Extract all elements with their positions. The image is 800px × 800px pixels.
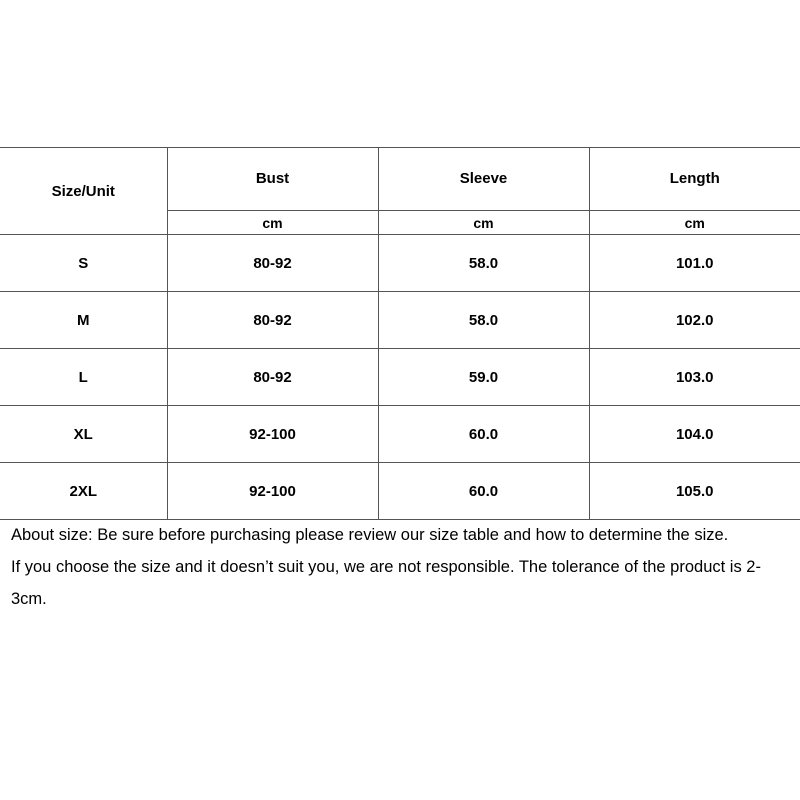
bust-value: 92-100: [167, 406, 378, 463]
sleeve-value: 58.0: [378, 292, 589, 349]
sleeve-value: 60.0: [378, 463, 589, 520]
unit-length: cm: [589, 211, 800, 235]
sleeve-value: 58.0: [378, 235, 589, 292]
size-label: XL: [0, 406, 167, 463]
unit-bust: cm: [167, 211, 378, 235]
table-row: [0, 349, 800, 406]
column-header-length: Length: [589, 148, 800, 211]
size-note: [11, 519, 796, 615]
sleeve-value: 60.0: [378, 406, 589, 463]
table-row: [0, 292, 800, 349]
length-value: 105.0: [589, 463, 800, 520]
length-value: 103.0: [589, 349, 800, 406]
sleeve-value: 59.0: [378, 349, 589, 406]
bust-value: 80-92: [167, 349, 378, 406]
length-value: 102.0: [589, 292, 800, 349]
table-row: [0, 463, 800, 520]
size-note-line-2: If you choose the size and it doesn’t suit you, we are not responsible. The tolerance of the product is 2-3cm.: [11, 558, 761, 608]
bust-value: 80-92: [167, 292, 378, 349]
bust-value: 92-100: [167, 463, 378, 520]
table-row: [0, 235, 800, 292]
unit-sleeve: cm: [378, 211, 589, 235]
size-label: L: [0, 349, 167, 406]
size-note-line-1: About size: Be sure before purchasing please review our size table and how to determine the size.: [11, 526, 729, 544]
size-chart-table: [0, 147, 800, 520]
size-label: S: [0, 235, 167, 292]
size-label: M: [0, 292, 167, 349]
header-row: [0, 148, 800, 211]
table-row: [0, 406, 800, 463]
bust-value: 80-92: [167, 235, 378, 292]
column-header-bust: Bust: [167, 148, 378, 211]
size-label: 2XL: [0, 463, 167, 520]
length-value: 101.0: [589, 235, 800, 292]
size-unit-header: Size/Unit: [0, 148, 167, 235]
column-header-sleeve: Sleeve: [378, 148, 589, 211]
length-value: 104.0: [589, 406, 800, 463]
